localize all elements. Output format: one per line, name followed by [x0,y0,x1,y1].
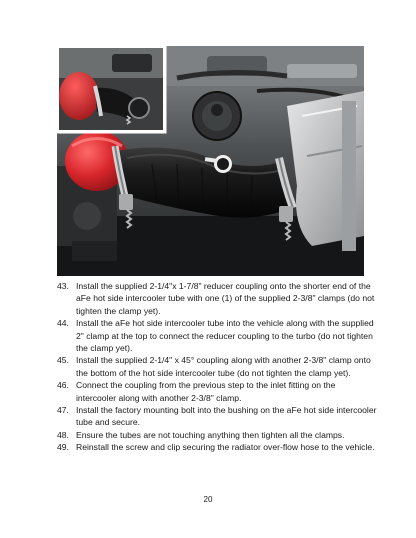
step-text: Ensure the tubes are not touching anything then tighten all the clamps. [76,429,345,440]
list-item [57,354,377,379]
list-item [57,280,377,317]
installation-photo [57,46,364,276]
inset-detail-photo [57,46,165,132]
step-text: Reinstall the screw and clip securing the radiator over-flow hose to the vehicle. [76,442,375,453]
page-number: 20 [203,495,213,504]
step-number: 49. [57,442,69,453]
step-text: Install the aFe hot side intercooler tube into the vehicle along with the supplied 2" clamp at the top to connect the reducer coupling to the turbo (do not tighten the clamp yet). [76,318,374,354]
step-text: Connect the coupling from the previous step to the inlet fitting on the intercooler along with another 2-3/8" clamp. [76,380,336,403]
installation-steps [57,280,377,454]
step-number: 47. [57,405,69,416]
list-item [57,379,377,404]
step-number: 48. [57,429,69,440]
step-text: Install the factory mounting bolt into the bushing on the aFe hot side intercooler tube and secure. [76,405,377,428]
step-number: 46. [57,380,69,391]
step-number: 45. [57,355,69,366]
list-item [57,441,377,453]
list-item [57,404,377,429]
step-text: Install the supplied 2-1/4"x 1-7/8" reducer coupling onto the shorter end of the aFe hot side intercooler tube with one (1) of the supplied 2-3/8" clamps (do not tighten the clamp yet). [76,281,375,316]
step-text: Install the supplied 2-1/4" x 45° coupling along with another 2-3/8" clamp onto the bottom of the hot side intercooler tube (do not tighten the clamp yet). [76,355,371,378]
step-number: 44. [57,318,69,329]
list-item [57,429,377,441]
step-number: 43. [57,281,69,291]
list-item [57,317,377,354]
